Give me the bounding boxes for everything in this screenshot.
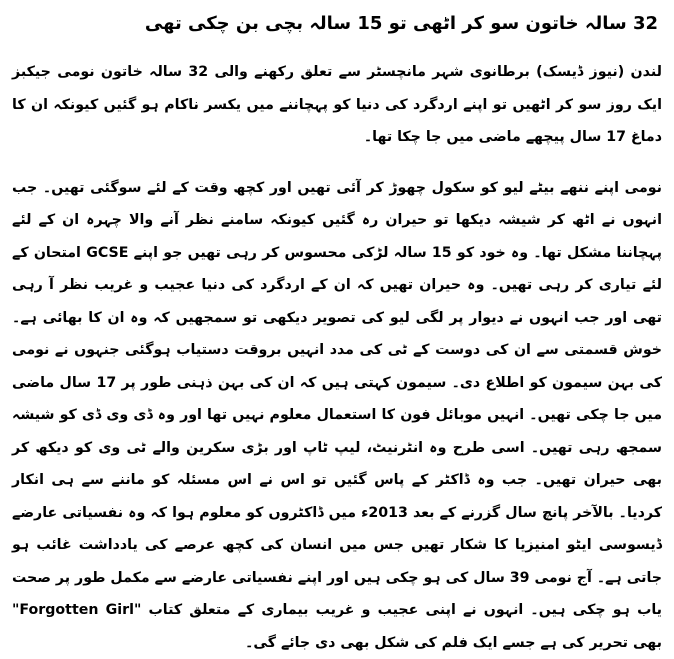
article-headline: 32 سالہ خاتون سو کر اٹھی تو 15 سالہ بچی بن چکی تھی — [12, 8, 662, 40]
article-paragraph-intro: لندن (نیوز ڈیسک) برطانوی شہر مانچسٹر سے تعلق رکھنے والی 32 سالہ خاتون نومی جیکبز ایک روز سو کر اٹھیں تو اپنے اردگرد کی دنیا کو پہچاننے میں یکسر ناکام ہو گئیں کیونکہ ان کا دماغ 17 سال پیچھے ماضی میں جا چکا تھا۔ — [12, 56, 662, 154]
article-paragraph-body: نومی اپنے ننھے بیٹے لیو کو سکول چھوڑ کر آئی تھیں اور کچھ وقت کے لئے سوگئی تھیں۔ جب انہوں نے اٹھ کر شیشہ دیکھا تو حیران رہ گئیں کیونکہ سامنے نظر آنے والا چہرہ ان کے لئے پہچاننا مشکل تھا۔ وہ خود کو 15 سالہ لڑکی محسوس کر رہی تھیں جو اپنے GCSE امتحان کے لئے تیاری کر رہی تھیں۔ وہ حیران تھیں کہ ان کے اردگرد کی دنیا عجیب و غریب نظر آ رہی تھی اور جب انہوں نے دیوار پر لگی لیو کی تصویر دیکھی تو سمجھیں کہ وہ ان کا بھائی ہے۔ خوش قسمتی سے ان کی دوست کے ٹی کی مدد انہیں بروقت دستیاب ہوگئی جنہوں نے نومی کی بہن سیمون کو اطلاع دی۔ سیمون کہتی ہیں کہ ان کی بہن ذہنی طور پر 17 سال ماضی میں جا چکی تھیں۔ انہیں موبائل فون کا استعمال معلوم نہیں تھا اور وہ ڈی وی ڈی کو شیشہ سمجھ رہی تھیں۔ اسی طرح وہ انٹرنیٹ، لیپ ٹاپ اور بڑی سکرین والے ٹی وی کو دیکھ کر بھی حیران تھیں۔ جب وہ ڈاکٹر کے پاس گئیں تو اس نے اس مسئلہ کو ماننے سے ہی انکار کردیا۔ بالآخر پانچ سال گزرنے کے بعد 2013ء میں ڈاکٹروں کو معلوم ہوا کہ وہ نفسیاتی عارضے ڈیسوسی ایٹو امنیزیا کا شکار تھیں جس میں انسان کی کچھ عرصے کی یادداشت غائب ہو جاتی ہے۔ آج نومی 39 سال کی ہو چکی ہیں اور اپنے نفسیاتی عارضے سے مکمل طور پر صحت یاب ہو چکی ہیں۔ انہوں نے اپنی عجیب و غریب بیماری کے متعلق کتاب "Forgotten Girl" بھی تحریر کی ہے جسے ایک فلم کی شکل بھی دی جائے گی۔ — [12, 172, 662, 659]
